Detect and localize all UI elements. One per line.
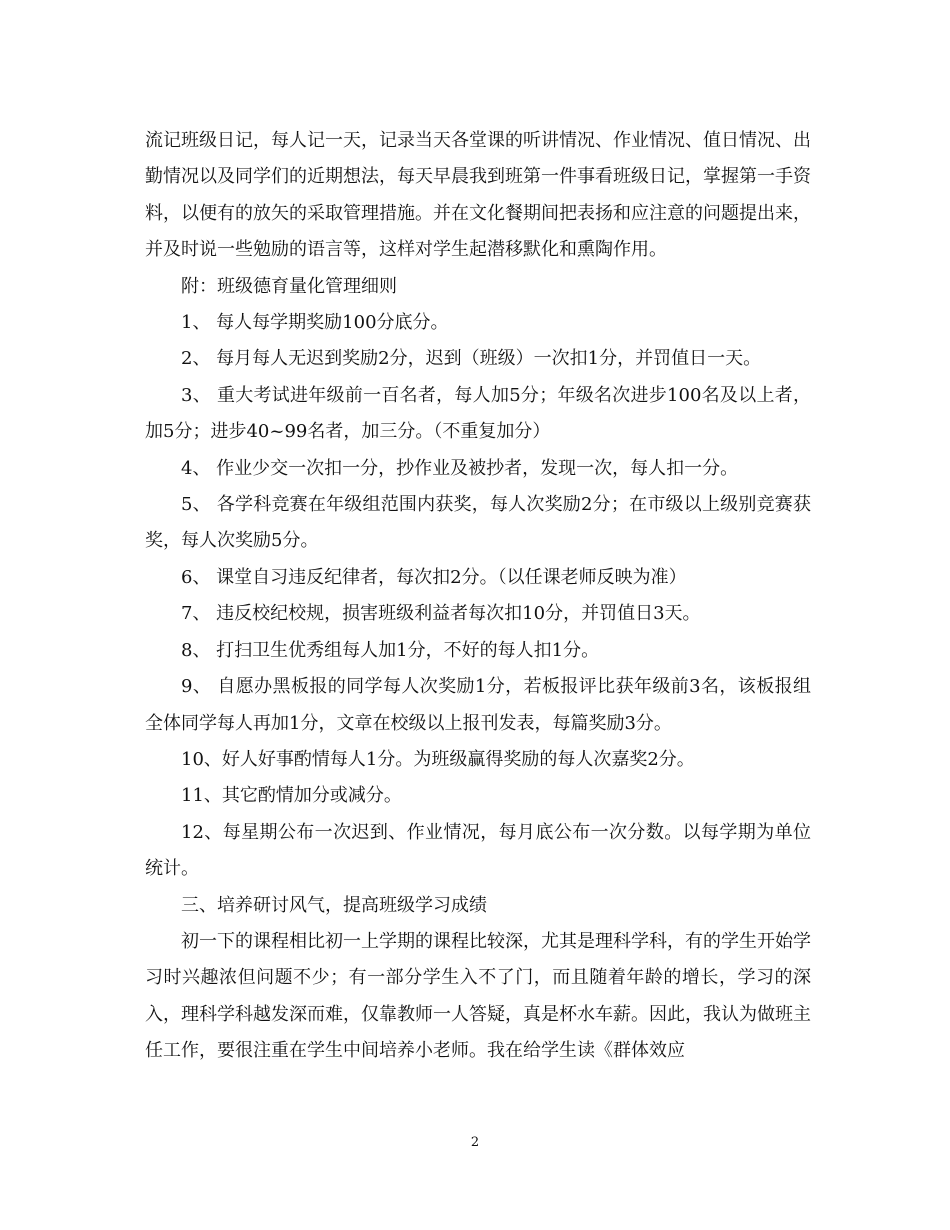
paragraph-diary: 流记班级日记，每人记一天，记录当天各堂课的听讲情况、作业情况、值日情况、出勤情况以及同学们的近期想法，每天早晨我到班第一件事看班级日记，掌握第一手资料，以便有的放矢的采取管理措施。并在文化餐期间把表扬和应注意的问题提出来，并及时说一些勉励的语言等，这样对学生起潜移默化和熏陶作用。 (145, 130, 811, 261)
rule-item-10: 10、好人好事酌情每人1分。为班级赢得奖励的每人次嘉奖2分。 (181, 748, 695, 770)
rule-item-5: 5、 各学科竞赛在年级组范围内获奖，每人次奖励2分；在市级以上级别竞赛获奖，每人次奖励5分。 (145, 494, 811, 552)
rule-item-2: 2、 每月每人无迟到奖励2分，迟到（班级）一次扣1分，并罚值日一天。 (181, 348, 762, 370)
page-number: 2 (470, 1135, 480, 1150)
rule-item-8: 8、 打扫卫生优秀组每人加1分，不好的每人扣1分。 (181, 639, 600, 661)
document-body (145, 123, 811, 1070)
rule-item-9: 9、 自愿办黑板报的同学每人次奖励1分，若板报评比获年级前3名，该板报组全体同学每人再加1分，文章在校级以上报刊发表，每篇奖励3分。 (145, 676, 811, 734)
rule-item-1: 1、 每人每学期奖励100分底分。 (181, 312, 449, 334)
paragraph-appendix-title: 附：班级德育量化管理细则 (181, 275, 397, 297)
rule-item-7: 7、 违反校纪校规，损害班级利益者每次扣10分，并罚值日3天。 (181, 603, 701, 625)
section-heading-3: 三、培养研讨风气，提高班级学习成绩 (181, 894, 487, 916)
rule-item-11: 11、其它酌情加分或减分。 (181, 785, 402, 807)
rule-item-3: 3、 重大考试进年级前一百名者，每人加5分；年级名次进步100名及以上者，加5分；进步40~99名者，加三分。（不重复加分） (145, 384, 811, 443)
paragraph-study-atmosphere: 初一下的课程相比初一上学期的课程比较深，尤其是理科学科，有的学生开始学习时兴趣浓但问题不少；有一部分学生入不了门，而且随着年龄的增长，学习的深入，理科学科越发深而难，仅靠教师一人答疑，真是杯水车薪。因此，我认为做班主任工作，要很注重在学生中间培养小老师。我在给学生读《群体效应 (145, 930, 811, 1062)
rule-item-6: 6、 课堂自习违反纪律者，每次扣2分。（以任课老师反映为准） (181, 566, 687, 588)
rule-item-4: 4、 作业少交一次扣一分，抄作业及被抄者，发现一次，每人扣一分。 (181, 457, 739, 479)
rule-item-12: 12、每星期公布一次迟到、作业情况，每月底公布一次分数。以每学期为单位统计。 (145, 821, 811, 880)
